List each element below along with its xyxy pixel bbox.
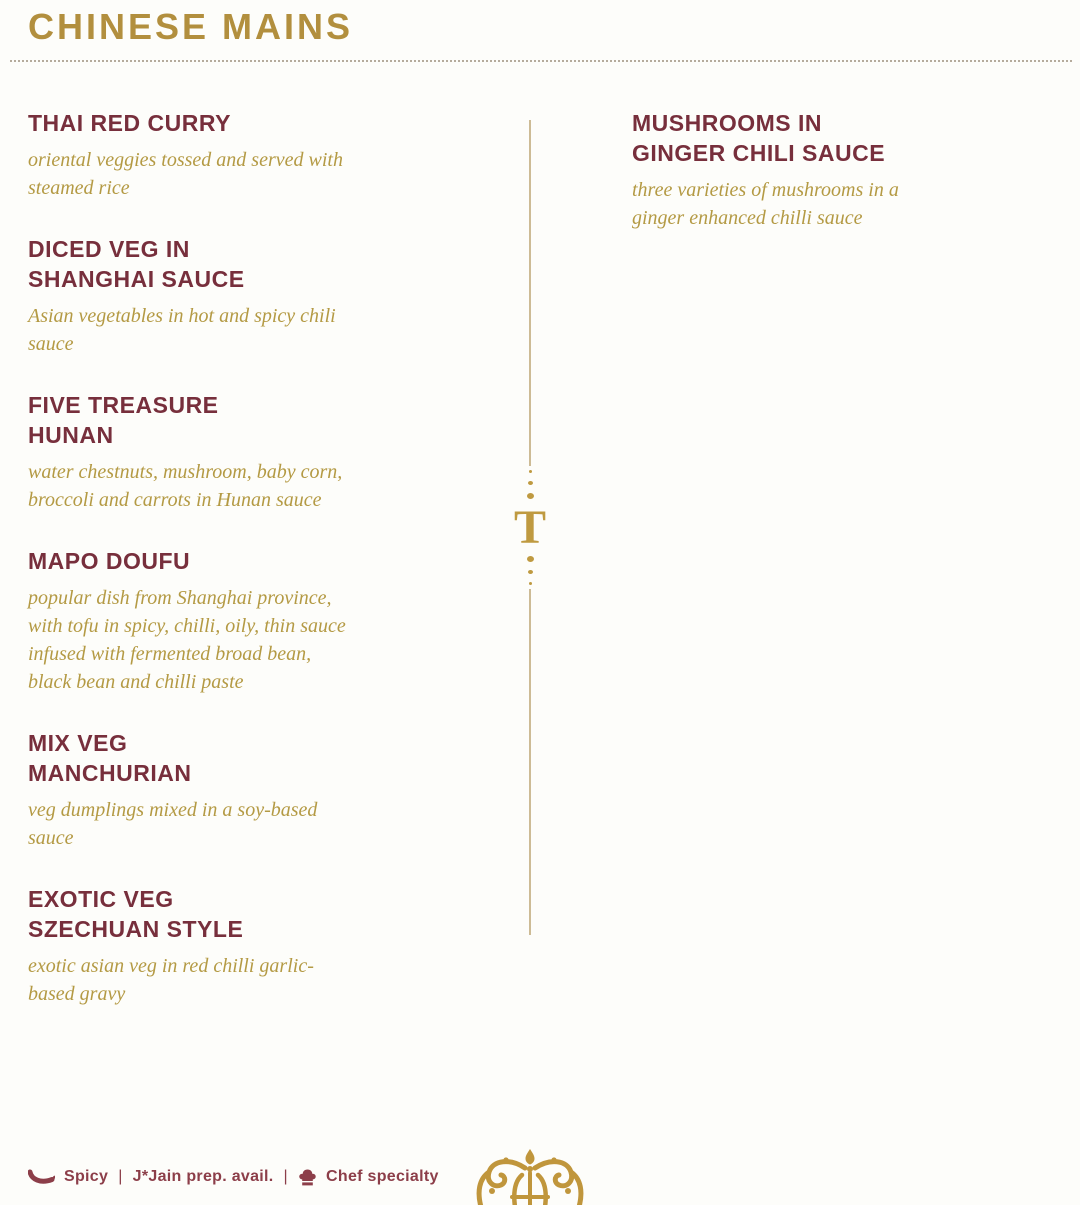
menu-item-name: MAPO DOUFU <box>28 548 191 574</box>
divider-dot <box>529 582 532 585</box>
menu-item-description: veg dumplings mixed in a soy-based sauce <box>28 799 318 849</box>
legend-separator: | <box>118 1168 123 1185</box>
divider-ornament-letter: T <box>514 500 547 554</box>
center-divider <box>514 120 547 935</box>
dotted-divider-rule <box>10 60 1072 62</box>
menu-item <box>28 108 378 202</box>
menu-item <box>28 728 378 852</box>
divider-dot <box>527 493 534 499</box>
divider-line-top <box>529 120 531 466</box>
divider-dot <box>528 481 533 485</box>
menu-column-left <box>28 108 378 1040</box>
menu-item-description: oriental veggies tossed and served with steamed rice <box>28 149 343 199</box>
menu-item-description: popular dish from Shanghai province, with tofu in spicy, chilli, oily, thin sauce infused with fermented broad bean, black bean and chilli paste <box>28 587 346 693</box>
chili-icon <box>28 1169 55 1186</box>
page-title: CHINESE MAINS <box>28 6 354 47</box>
ornamental-emblem <box>460 1147 600 1205</box>
menu-item-name: MUSHROOMS IN GINGER CHILI SAUCE <box>632 110 886 166</box>
menu-item <box>632 108 942 232</box>
menu-item-description: water chestnuts, mushroom, baby corn, broccoli and carrots in Hunan sauce <box>28 461 343 511</box>
legend-chef-label: Chef specialty <box>326 1168 439 1185</box>
legend <box>28 1168 439 1186</box>
menu-item <box>28 884 378 1008</box>
legend-separator: | <box>283 1168 289 1185</box>
divider-dot <box>527 556 534 562</box>
menu-item-description: Asian vegetables in hot and spicy chili sauce <box>28 305 336 355</box>
divider-dot <box>528 570 533 574</box>
chef-hat-icon <box>298 1169 317 1186</box>
divider-dot <box>529 470 532 473</box>
divider-line-bottom <box>529 589 531 935</box>
menu-item <box>28 546 378 696</box>
menu-item-name: FIVE TREASURE HUNAN <box>28 392 219 448</box>
menu-item-name: DICED VEG IN SHANGHAI SAUCE <box>28 236 245 292</box>
legend-spicy-label: Spicy <box>64 1168 109 1185</box>
menu-item <box>28 234 378 358</box>
legend-jain-label: J*Jain prep. avail. <box>132 1168 274 1185</box>
menu-item-name: THAI RED CURRY <box>28 110 231 136</box>
menu-item-name: EXOTIC VEG SZECHUAN STYLE <box>28 886 244 942</box>
menu-column-right <box>632 108 942 264</box>
menu-item-name: MIX VEG MANCHURIAN <box>28 730 192 786</box>
menu-item-description: exotic asian veg in red chilli garlic-based gravy <box>28 955 314 1005</box>
menu-item <box>28 390 378 514</box>
menu-item-description: three varieties of mushrooms in a ginger enhanced chilli sauce <box>632 179 899 229</box>
